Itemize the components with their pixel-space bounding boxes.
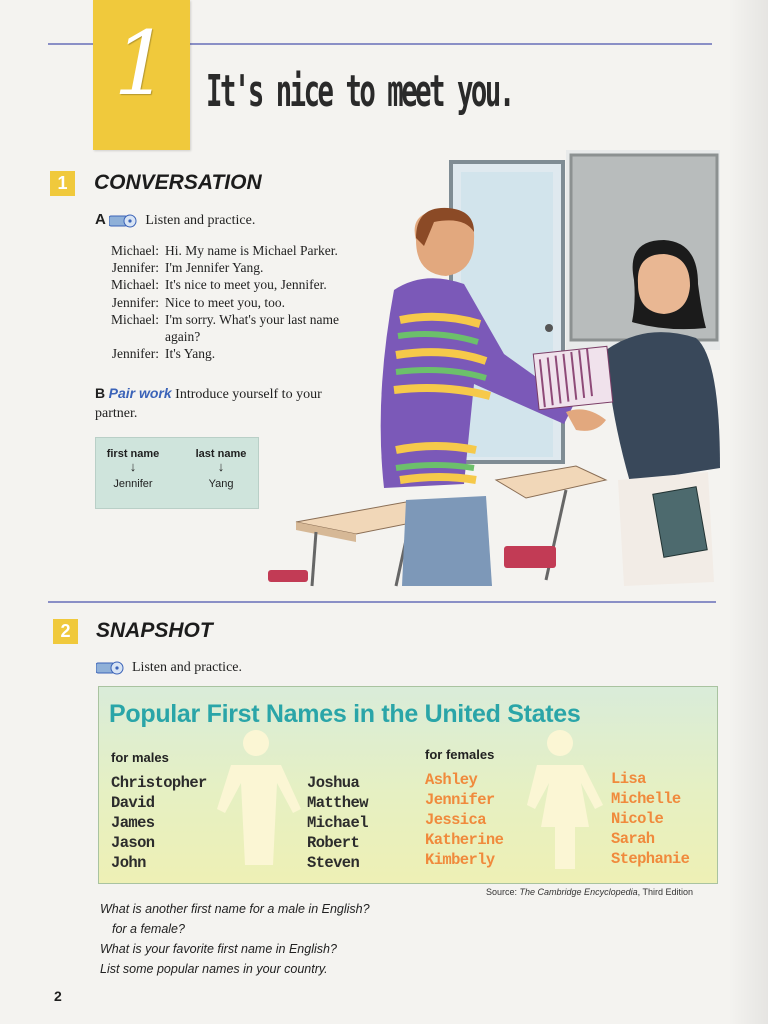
source-prefix: Source:	[486, 887, 520, 897]
part-b-text: Introduce yourself to your partner.	[95, 387, 322, 421]
section-rule	[48, 601, 716, 603]
line: Hi. My name is Michael Parker.	[165, 243, 338, 258]
part-a-text: Listen and practice.	[145, 213, 256, 228]
name-item: Matthew	[307, 794, 368, 812]
male-figure-icon	[211, 729, 301, 869]
name-item: Ashley	[425, 771, 478, 789]
name-item: Jennifer	[425, 791, 495, 809]
males-names-column-1	[111, 773, 207, 873]
speaker: Michael:	[111, 311, 159, 327]
source-title: The Cambridge Encyclopedia	[519, 887, 638, 897]
part-a-instruction	[95, 211, 255, 229]
discussion-questions	[100, 899, 370, 979]
speaker: Michael:	[111, 277, 159, 293]
snapshot-title: Popular First Names in the United States	[109, 700, 581, 728]
speaker: Jennifer:	[111, 260, 159, 276]
name-item: James	[111, 814, 155, 832]
name-item: John	[111, 854, 146, 872]
name-item: Katherine	[425, 831, 504, 849]
page-edge-shadow	[728, 0, 768, 1024]
part-a-letter: A	[95, 211, 106, 228]
source-suffix: , Third Edition	[637, 887, 693, 897]
section-2-title: SNAPSHOT	[96, 619, 213, 642]
question: for a female?	[112, 922, 185, 936]
name-item: Jason	[111, 834, 155, 852]
question: What is another first name for a male in English?	[100, 902, 370, 916]
name-item: Michael	[307, 814, 368, 832]
unit-title: It's nice to meet you.	[206, 66, 513, 117]
females-label: for females	[425, 747, 495, 762]
section-2-number: 2	[53, 619, 78, 644]
males-label: for males	[111, 750, 169, 765]
section-1-title: CONVERSATION	[94, 171, 262, 194]
name-item: Stephanie	[611, 850, 690, 868]
name-item: Steven	[307, 854, 360, 872]
snapshot-box	[98, 686, 718, 884]
name-item: Kimberly	[425, 851, 495, 869]
first-name-column	[98, 448, 168, 490]
line: It's Yang.	[165, 346, 216, 362]
speaker: Jennifer:	[111, 346, 159, 362]
name-item: Robert	[307, 834, 360, 852]
page-number: 2	[54, 988, 62, 1004]
line: I'm Jennifer Yang.	[165, 260, 264, 276]
section-1-number: 1	[50, 171, 75, 196]
audio-cd-icon[interactable]	[96, 661, 124, 675]
unit-number-box	[93, 0, 190, 150]
female-figure-icon	[515, 729, 605, 869]
name-item: Michelle	[611, 790, 681, 808]
unit-number: 1	[113, 12, 170, 115]
name-item: Christopher	[111, 774, 207, 792]
name-item: Lisa	[611, 770, 646, 788]
speaker: Michael:	[111, 243, 159, 258]
line: I'm sorry. What's your last name again?	[165, 311, 339, 345]
name-item: Jessica	[425, 811, 486, 829]
audio-cd-icon[interactable]	[109, 214, 137, 228]
first-name-label: first name	[106, 448, 160, 460]
males-names-column-2	[307, 773, 368, 873]
females-names-column-1	[425, 770, 503, 870]
classroom-illustration	[266, 150, 720, 590]
snapshot-instruction-text: Listen and practice.	[132, 660, 243, 675]
down-arrow-icon: ↓	[217, 459, 225, 474]
pair-work-label: Pair work	[108, 385, 172, 401]
name-item: Joshua	[307, 774, 360, 792]
down-arrow-icon: ↓	[129, 459, 137, 474]
last-name-label: last name	[195, 448, 247, 460]
source-credit	[486, 887, 693, 897]
first-name-value: Jennifer	[113, 478, 153, 490]
name-item: Nicole	[611, 810, 664, 828]
part-b-letter: B	[95, 385, 106, 401]
speaker: Jennifer:	[111, 294, 159, 310]
question: List some popular names in your country.	[100, 962, 328, 976]
snapshot-instruction	[96, 660, 242, 676]
line: Nice to meet you, too.	[165, 294, 285, 310]
line: It's nice to meet you, Jennifer.	[165, 277, 327, 293]
last-name-value: Yang	[208, 478, 234, 490]
name-card	[95, 437, 259, 509]
females-names-column-2	[611, 769, 689, 869]
name-item: David	[111, 794, 155, 812]
last-name-column	[186, 448, 256, 490]
question: What is your favorite first name in English?	[100, 942, 337, 956]
name-item: Sarah	[611, 830, 655, 848]
